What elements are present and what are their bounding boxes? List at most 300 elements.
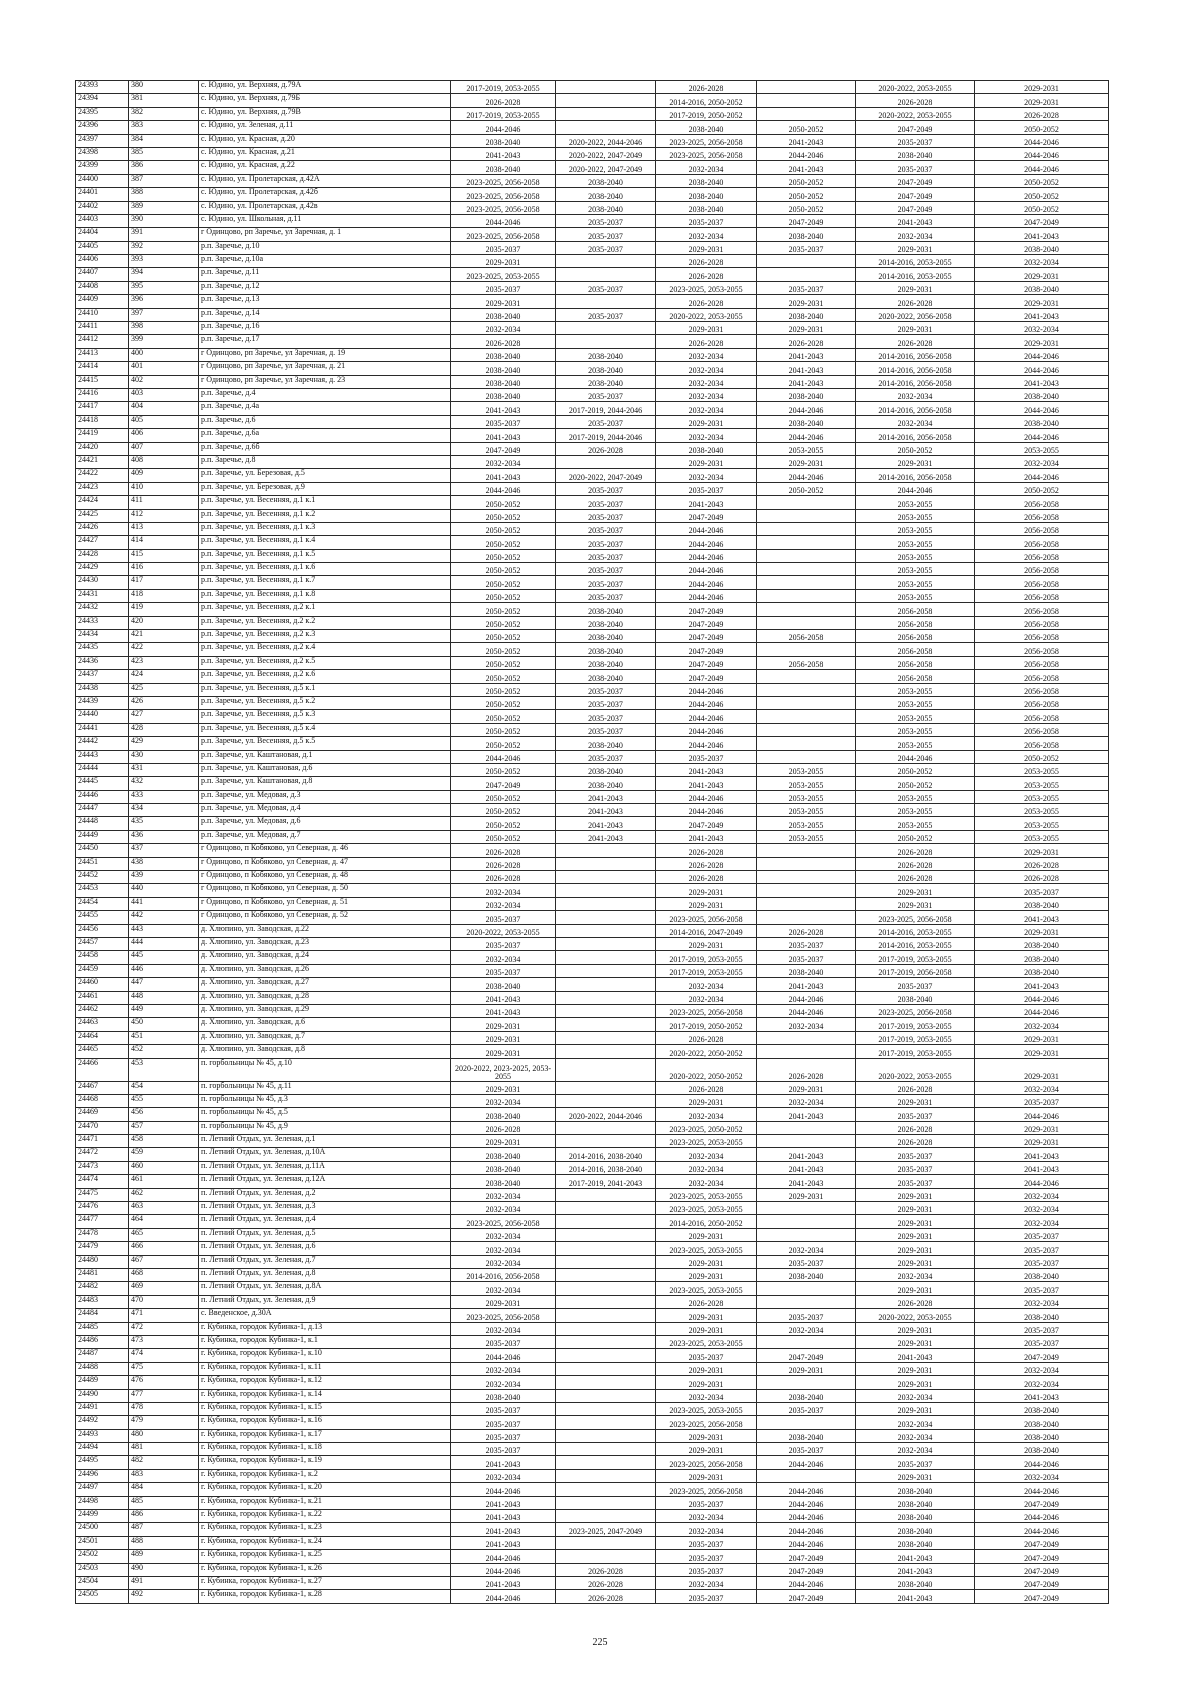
table-row: [76, 683, 1109, 696]
table-cell: [757, 844, 856, 857]
table-cell: 2032-2034: [856, 415, 975, 428]
table-cell: 2023-2025, 2056-2058: [451, 1215, 556, 1228]
table-cell: р.п. Заречье, ул. Каштановая, д.8: [199, 777, 451, 790]
table-cell: 453: [129, 1058, 199, 1081]
table-cell: 461: [129, 1175, 199, 1188]
table-cell: [556, 1456, 656, 1469]
table-cell: [757, 522, 856, 535]
table-cell: 384: [129, 134, 199, 147]
table-cell: 2047-2049: [656, 670, 757, 683]
table-cell: 2050-2052: [451, 630, 556, 643]
table-cell: 2041-2043: [656, 496, 757, 509]
table-cell: 24474: [76, 1175, 129, 1188]
table-cell: 2056-2058: [757, 656, 856, 669]
table-cell: 2041-2043: [757, 134, 856, 147]
table-cell: [556, 924, 656, 937]
table-row: [76, 1228, 1109, 1241]
table-cell: 2035-2037: [451, 1402, 556, 1415]
table-cell: [757, 603, 856, 616]
table-cell: 2035-2037: [451, 281, 556, 294]
table-cell: 2056-2058: [856, 616, 975, 629]
table-cell: 2032-2034: [975, 322, 1109, 335]
table-cell: 2050-2052: [856, 442, 975, 455]
table-cell: 2047-2049: [656, 656, 757, 669]
table-cell: 2032-2034: [451, 1322, 556, 1335]
table-cell: 2056-2058: [975, 536, 1109, 549]
table-cell: 2044-2046: [451, 121, 556, 134]
table-cell: 2041-2043: [757, 1108, 856, 1121]
table-cell: 2035-2037: [856, 1148, 975, 1161]
table-cell: 2053-2055: [856, 563, 975, 576]
table-cell: 2035-2037: [656, 214, 757, 227]
table-cell: 2026-2028: [451, 335, 556, 348]
table-cell: 2014-2016, 2056-2058: [856, 348, 975, 361]
table-cell: 2047-2049: [975, 1563, 1109, 1576]
table-cell: 451: [129, 1031, 199, 1044]
table-cell: 2029-2031: [656, 1094, 757, 1107]
table-cell: [556, 911, 656, 924]
table-cell: 2035-2037: [656, 1563, 757, 1576]
table-cell: 2035-2037: [451, 241, 556, 254]
table-cell: 2017-2019, 2041-2043: [556, 1175, 656, 1188]
table-cell: 24440: [76, 710, 129, 723]
table-cell: 2047-2049: [975, 1349, 1109, 1362]
table-cell: 2050-2052: [451, 616, 556, 629]
table-cell: 2026-2028: [656, 81, 757, 94]
table-row: [76, 188, 1109, 201]
table-cell: р.п. Заречье, ул. Березовая, д.5: [199, 469, 451, 482]
table-cell: р.п. Заречье, ул. Весенняя, д.5 к.5: [199, 737, 451, 750]
table-cell: 2032-2034: [451, 1362, 556, 1375]
table-cell: р.п. Заречье, д.8: [199, 455, 451, 468]
table-cell: п. горбольницы № 45, д.9: [199, 1121, 451, 1134]
table-cell: 2050-2052: [757, 201, 856, 214]
table-cell: 2023-2025, 2056-2058: [451, 201, 556, 214]
table-cell: 2029-2031: [856, 455, 975, 468]
table-cell: д. Хлюпино, ул. Заводская, д.23: [199, 938, 451, 951]
table-cell: 2050-2052: [451, 496, 556, 509]
table-cell: 2056-2058: [975, 643, 1109, 656]
table-cell: 2026-2028: [656, 295, 757, 308]
table-cell: 2038-2040: [975, 1402, 1109, 1415]
table-cell: 424: [129, 670, 199, 683]
table-cell: 404: [129, 402, 199, 415]
table-row: [76, 871, 1109, 884]
table-cell: 2053-2055: [757, 830, 856, 843]
table-cell: 2032-2034: [656, 1161, 757, 1174]
table-cell: 2023-2025, 2053-2055: [451, 268, 556, 281]
table-cell: [757, 255, 856, 268]
table-cell: 2026-2028: [656, 335, 757, 348]
table-cell: 414: [129, 536, 199, 549]
table-cell: 2041-2043: [451, 469, 556, 482]
table-cell: 2032-2034: [656, 1148, 757, 1161]
table-row: [76, 362, 1109, 375]
table-cell: 2038-2040: [451, 978, 556, 991]
table-cell: [757, 1335, 856, 1348]
table-cell: 2056-2058: [975, 696, 1109, 709]
table-cell: 426: [129, 696, 199, 709]
table-cell: 2038-2040: [856, 1523, 975, 1536]
table-cell: 2032-2034: [656, 991, 757, 1004]
table-cell: 2029-2031: [975, 81, 1109, 94]
table-cell: 2053-2055: [856, 723, 975, 736]
table-cell: с. Юдино, ул. Верхняя, д.79А: [199, 81, 451, 94]
table-cell: р.п. Заречье, ул. Березовая, д.9: [199, 482, 451, 495]
table-cell: 2035-2037: [757, 938, 856, 951]
table-cell: 2038-2040: [556, 174, 656, 187]
table-cell: 24477: [76, 1215, 129, 1228]
table-cell: [757, 723, 856, 736]
table-cell: 2035-2037: [757, 1402, 856, 1415]
table-cell: 480: [129, 1429, 199, 1442]
table-cell: 469: [129, 1282, 199, 1295]
table-cell: 408: [129, 455, 199, 468]
table-cell: 386: [129, 161, 199, 174]
table-row: [76, 147, 1109, 160]
table-cell: 2032-2034: [451, 897, 556, 910]
table-cell: [556, 1081, 656, 1094]
table-cell: [556, 1228, 656, 1241]
table-cell: 24480: [76, 1255, 129, 1268]
table-cell: 2035-2037: [556, 308, 656, 321]
table-cell: р.п. Заречье, ул. Весенняя, д.1 к.2: [199, 509, 451, 522]
table-cell: 2035-2037: [556, 723, 656, 736]
table-cell: 2023-2025, 2056-2058: [656, 1416, 757, 1429]
table-cell: 2038-2040: [975, 1429, 1109, 1442]
table-cell: [556, 268, 656, 281]
table-cell: 2038-2040: [451, 1161, 556, 1174]
table-cell: 24449: [76, 830, 129, 843]
table-cell: 2038-2040: [556, 763, 656, 776]
table-cell: 24497: [76, 1483, 129, 1496]
table-cell: [556, 1550, 656, 1563]
table-cell: 2056-2058: [856, 643, 975, 656]
table-cell: 24442: [76, 737, 129, 750]
table-cell: р.п. Заречье, ул. Весенняя, д.2 к.2: [199, 616, 451, 629]
table-cell: 2047-2049: [451, 442, 556, 455]
table-cell: 2032-2034: [856, 228, 975, 241]
table-cell: 2032-2034: [656, 1576, 757, 1589]
table-cell: 2038-2040: [451, 1175, 556, 1188]
table-cell: 2029-2031: [656, 415, 757, 428]
table-cell: 24401: [76, 188, 129, 201]
table-cell: [556, 94, 656, 107]
table-row: [76, 804, 1109, 817]
table-cell: 399: [129, 335, 199, 348]
table-cell: 2041-2043: [556, 804, 656, 817]
table-cell: 2026-2028: [975, 107, 1109, 120]
table-row: [76, 1058, 1109, 1081]
table-cell: п. Летний Отдых, ул. Зеленая, д.8А: [199, 1282, 451, 1295]
table-row: [76, 107, 1109, 120]
table-cell: [556, 1416, 656, 1429]
table-cell: 24414: [76, 362, 129, 375]
table-cell: 2050-2052: [975, 482, 1109, 495]
table-cell: 445: [129, 951, 199, 964]
table-cell: 2053-2055: [856, 589, 975, 602]
table-cell: 2038-2040: [975, 1309, 1109, 1322]
table-cell: [556, 1242, 656, 1255]
table-cell: р.п. Заречье, ул. Весенняя, д.5 к.4: [199, 723, 451, 736]
table-cell: 2038-2040: [757, 308, 856, 321]
table-cell: 2038-2040: [556, 603, 656, 616]
table-cell: [757, 750, 856, 763]
table-cell: 2041-2043: [757, 348, 856, 361]
table-cell: 24495: [76, 1456, 129, 1469]
table-cell: [757, 1135, 856, 1148]
table-cell: 2053-2055: [856, 522, 975, 535]
table-cell: 24454: [76, 897, 129, 910]
table-cell: п. горбольницы № 45, д.3: [199, 1094, 451, 1107]
table-row: [76, 951, 1109, 964]
table-cell: г. Кубинка, городок Кубинка-1, к.20: [199, 1483, 451, 1496]
table-cell: 2032-2034: [451, 1094, 556, 1107]
table-cell: 2041-2043: [856, 1550, 975, 1563]
table-cell: 2032-2034: [975, 1081, 1109, 1094]
table-cell: 2035-2037: [556, 496, 656, 509]
table-cell: 2026-2028: [856, 1121, 975, 1134]
table-cell: 2020-2022, 2053-2055: [856, 81, 975, 94]
table-cell: 2041-2043: [451, 147, 556, 160]
table-cell: 24421: [76, 455, 129, 468]
table-cell: 392: [129, 241, 199, 254]
table-cell: 2020-2022, 2053-2055: [856, 1058, 975, 1081]
table-cell: [757, 563, 856, 576]
table-cell: 2044-2046: [656, 737, 757, 750]
table-cell: [556, 107, 656, 120]
table-cell: [556, 1376, 656, 1389]
table-row: [76, 1402, 1109, 1415]
table-cell: 2056-2058: [856, 656, 975, 669]
table-cell: 2029-2031: [975, 1045, 1109, 1058]
table-cell: 2041-2043: [656, 777, 757, 790]
table-cell: 2038-2040: [757, 388, 856, 401]
table-cell: 2038-2040: [856, 991, 975, 1004]
table-cell: 24439: [76, 696, 129, 709]
table-cell: 24409: [76, 295, 129, 308]
table-cell: 2035-2037: [556, 415, 656, 428]
table-cell: 2047-2049: [656, 603, 757, 616]
table-cell: 2044-2046: [975, 1483, 1109, 1496]
table-cell: 2029-2031: [856, 1376, 975, 1389]
table-cell: 2023-2025, 2056-2058: [451, 174, 556, 187]
table-cell: 2044-2046: [757, 402, 856, 415]
table-row: [76, 496, 1109, 509]
table-cell: 2032-2034: [757, 1094, 856, 1107]
table-cell: 24433: [76, 616, 129, 629]
table-cell: г. Кубинка, городок Кубинка-1, к.23: [199, 1523, 451, 1536]
table-cell: 2038-2040: [556, 777, 656, 790]
table-cell: 2029-2031: [656, 1228, 757, 1241]
table-cell: 2044-2046: [451, 750, 556, 763]
table-cell: г. Кубинка, городок Кубинка-1, к.10: [199, 1349, 451, 1362]
table-row: [76, 1148, 1109, 1161]
table-cell: 2029-2031: [451, 1045, 556, 1058]
table-cell: 2038-2040: [975, 1416, 1109, 1429]
table-cell: 2038-2040: [757, 1268, 856, 1281]
table-cell: 2014-2016, 2038-2040: [556, 1161, 656, 1174]
table-cell: 2050-2052: [451, 763, 556, 776]
table-cell: р.п. Заречье, ул. Весенняя, д.1 к.8: [199, 589, 451, 602]
table-cell: 2035-2037: [856, 161, 975, 174]
table-cell: 2035-2037: [975, 1282, 1109, 1295]
table-cell: 2038-2040: [556, 362, 656, 375]
table-cell: 24443: [76, 750, 129, 763]
table-cell: 2050-2052: [451, 790, 556, 803]
table-cell: [757, 696, 856, 709]
table-cell: 24503: [76, 1563, 129, 1576]
table-cell: 2032-2034: [451, 1202, 556, 1215]
table-row: [76, 536, 1109, 549]
table-cell: [757, 857, 856, 870]
table-cell: 24505: [76, 1590, 129, 1603]
table-cell: 481: [129, 1443, 199, 1456]
table-cell: 2035-2037: [757, 1443, 856, 1456]
table-cell: [757, 576, 856, 589]
table-cell: п. горбольницы № 45, д.10: [199, 1058, 451, 1081]
table-row: [76, 938, 1109, 951]
table-cell: 2035-2037: [656, 1349, 757, 1362]
table-cell: 2023-2025, 2056-2058: [656, 911, 757, 924]
table-cell: 2035-2037: [757, 281, 856, 294]
table-cell: 2044-2046: [656, 536, 757, 549]
table-cell: [556, 1094, 656, 1107]
table-cell: с. Юдино, ул. Школьная, д.11: [199, 214, 451, 227]
table-row: [76, 161, 1109, 174]
table-cell: 2047-2049: [656, 616, 757, 629]
table-cell: 2029-2031: [656, 241, 757, 254]
table-cell: 2038-2040: [975, 415, 1109, 428]
table-row: [76, 844, 1109, 857]
table-cell: 2044-2046: [656, 696, 757, 709]
table-cell: 2032-2034: [975, 1018, 1109, 1031]
table-cell: 24487: [76, 1349, 129, 1362]
table-row: [76, 94, 1109, 107]
table-cell: 24450: [76, 844, 129, 857]
table-cell: 2041-2043: [451, 1004, 556, 1017]
table-row: [76, 1550, 1109, 1563]
table-row: [76, 214, 1109, 227]
table-cell: 2032-2034: [451, 884, 556, 897]
table-cell: 24482: [76, 1282, 129, 1295]
table-cell: 2050-2052: [451, 549, 556, 562]
table-cell: г Одинцово, рп Заречье, ул Заречная, д. 21: [199, 362, 451, 375]
table-cell: 2023-2025, 2056-2058: [451, 1309, 556, 1322]
table-cell: 2038-2040: [451, 1108, 556, 1121]
table-cell: 2035-2037: [656, 482, 757, 495]
table-cell: 2032-2034: [451, 951, 556, 964]
table-row: [76, 1094, 1109, 1107]
table-cell: 2041-2043: [975, 1161, 1109, 1174]
table-cell: 2014-2016, 2038-2040: [556, 1148, 656, 1161]
table-cell: 2038-2040: [451, 161, 556, 174]
table-cell: 2038-2040: [975, 241, 1109, 254]
table-cell: 479: [129, 1416, 199, 1429]
table-cell: 2038-2040: [757, 964, 856, 977]
table-cell: 2050-2052: [451, 683, 556, 696]
table-row: [76, 790, 1109, 803]
table-cell: 2044-2046: [975, 402, 1109, 415]
table-cell: 24464: [76, 1031, 129, 1044]
table-cell: 2029-2031: [656, 1469, 757, 1482]
table-cell: 2026-2028: [757, 1058, 856, 1081]
table-cell: 2035-2037: [556, 710, 656, 723]
table-cell: 488: [129, 1536, 199, 1549]
table-cell: 446: [129, 964, 199, 977]
table-cell: 2038-2040: [656, 121, 757, 134]
table-cell: 2038-2040: [757, 1429, 856, 1442]
table-cell: 2050-2052: [451, 670, 556, 683]
table-cell: 444: [129, 938, 199, 951]
table-cell: 460: [129, 1161, 199, 1174]
table-cell: 2026-2028: [556, 1590, 656, 1603]
table-cell: 2026-2028: [975, 857, 1109, 870]
table-cell: р.п. Заречье, ул. Весенняя, д.2 к.4: [199, 643, 451, 656]
table-cell: 2044-2046: [975, 147, 1109, 160]
table-cell: 2038-2040: [856, 1536, 975, 1549]
table-cell: 2035-2037: [556, 241, 656, 254]
table-cell: р.п. Заречье, ул. Весенняя, д.1 к.6: [199, 563, 451, 576]
table-cell: 24398: [76, 147, 129, 160]
table-cell: 2047-2049: [757, 1349, 856, 1362]
table-cell: 2044-2046: [656, 549, 757, 562]
table-row: [76, 375, 1109, 388]
table-cell: г Одинцово, п Кобяково, ул Северная, д. 47: [199, 857, 451, 870]
table-cell: 24471: [76, 1135, 129, 1148]
table-cell: 397: [129, 308, 199, 321]
table-row: [76, 81, 1109, 94]
table-cell: 428: [129, 723, 199, 736]
table-cell: 2029-2031: [656, 1322, 757, 1335]
table-cell: 24469: [76, 1108, 129, 1121]
table-row: [76, 549, 1109, 562]
table-cell: 440: [129, 884, 199, 897]
table-cell: 2056-2058: [975, 509, 1109, 522]
table-row: [76, 522, 1109, 535]
table-cell: 2053-2055: [975, 830, 1109, 843]
table-cell: 2038-2040: [975, 951, 1109, 964]
table-cell: [556, 1536, 656, 1549]
table-cell: 439: [129, 871, 199, 884]
table-row: [76, 1188, 1109, 1201]
table-cell: 437: [129, 844, 199, 857]
table-cell: [556, 1469, 656, 1482]
table-cell: 2023-2025, 2053-2055: [656, 1335, 757, 1348]
table-cell: 24400: [76, 174, 129, 187]
table-cell: 2026-2028: [451, 94, 556, 107]
table-cell: 465: [129, 1228, 199, 1241]
table-cell: р.п. Заречье, д.12: [199, 281, 451, 294]
table-cell: 2026-2028: [757, 335, 856, 348]
table-cell: 2053-2055: [856, 509, 975, 522]
table-row: [76, 696, 1109, 709]
table-cell: 2014-2016, 2053-2055: [856, 924, 975, 937]
table-cell: р.п. Заречье, д.14: [199, 308, 451, 321]
table-cell: [757, 616, 856, 629]
table-row: [76, 255, 1109, 268]
table-cell: 2047-2049: [856, 201, 975, 214]
table-cell: 2044-2046: [975, 1004, 1109, 1017]
table-cell: 2029-2031: [856, 1242, 975, 1255]
table-cell: [556, 121, 656, 134]
table-cell: п. Летний Отдых, ул. Зеленая, д.6: [199, 1242, 451, 1255]
table-cell: [757, 1121, 856, 1134]
table-cell: 2050-2052: [757, 174, 856, 187]
table-cell: 2038-2040: [556, 737, 656, 750]
table-cell: 2044-2046: [451, 1483, 556, 1496]
table-cell: 2050-2052: [856, 763, 975, 776]
